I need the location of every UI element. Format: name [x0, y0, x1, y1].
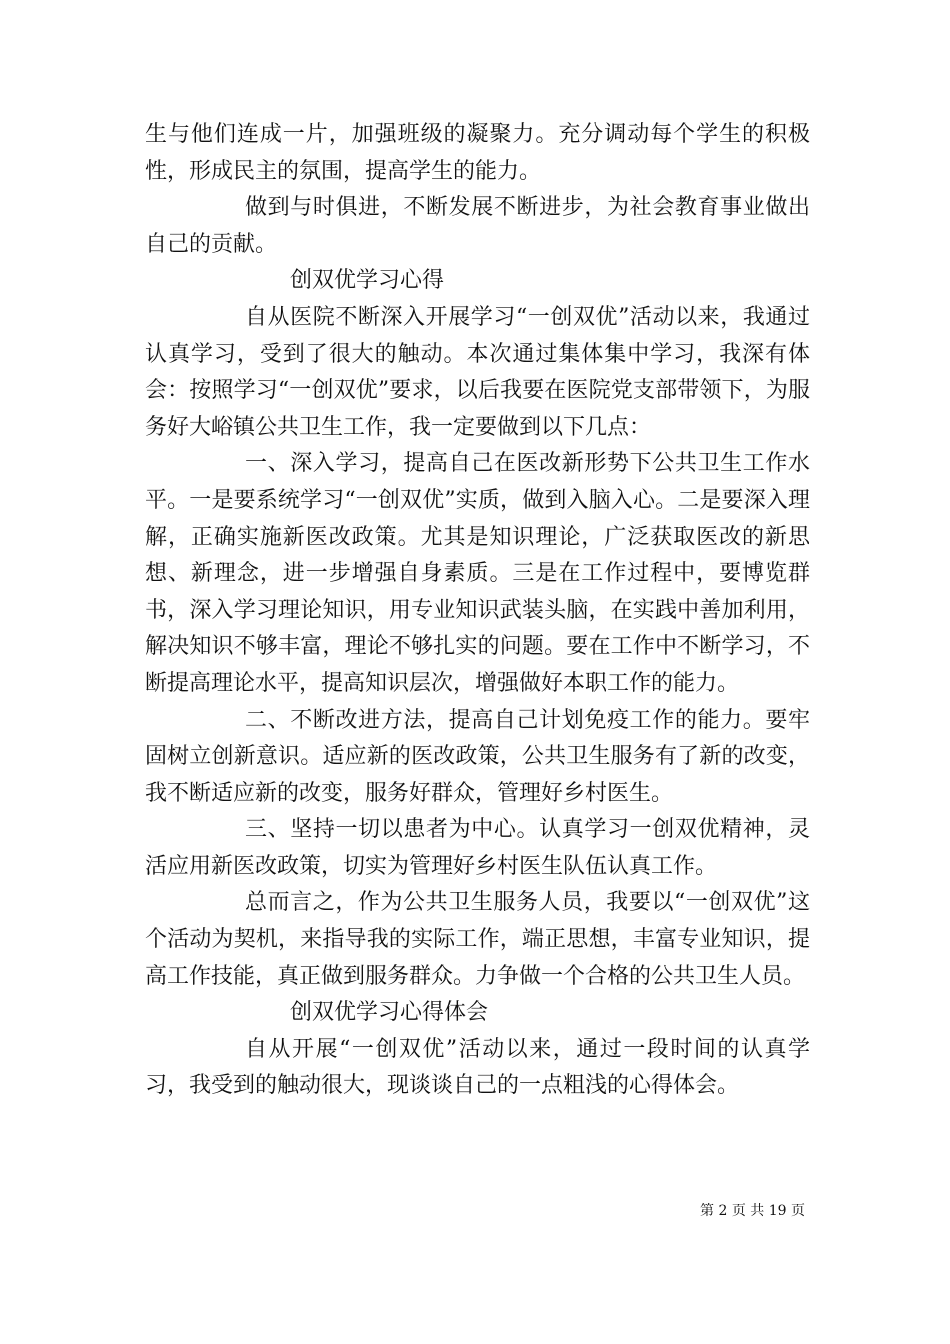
section-heading: 创双优学习心得	[290, 268, 445, 294]
section-heading: 创双优学习心得体会	[290, 1000, 489, 1026]
paragraph: 一、深入学习，提高自己在医改新形势下公共卫生工作水平。一是要系统学习“一创双优”实质，做到入脑入心。二是要深入理解，正确实施新医改政策。尤其是知识理论，广泛获取医改的新思想、新理念，进一步增强自身素质。三是在工作过程中，要博览群书，深入学习理论知识，用专业知识武装头脑，在实践中善加利用，解决知识不够丰富，理论不够扎实的问题。要在工作中不断学习，不断提高理论水平，提高知识层次，增强做好本职工作的能力。	[145, 451, 810, 696]
paragraph: 三、坚持一切以患者为中心。认真学习一创双优精神，灵活应用新医改政策，切实为管理好乡村医生队伍认真工作。	[145, 817, 810, 879]
document-body	[145, 117, 810, 1105]
paragraph: 自从开展“一创双优”活动以来，通过一段时间的认真学习，我受到的触动很大，现谈谈自己的一点粗浅的心得体会。	[145, 1036, 810, 1099]
paragraph: 生与他们连成一片，加强班级的凝聚力。充分调动每个学生的积极性，形成民主的氛围，提高学生的能力。	[145, 122, 810, 184]
paragraph: 做到与时俱进，不断发展不断进步，为社会教育事业做出自己的贡献。	[145, 195, 810, 257]
paragraph: 自从医院不断深入开展学习“一创双优”活动以来，我通过认真学习，受到了很大的触动。本次通过集体集中学习，我深有体会：按照学习“一创双优”要求，以后我要在医院党支部带领下，为服务好大峪镇公共卫生工作，我一定要做到以下几点：	[145, 304, 810, 440]
page-number-footer: 第 2 页 共 19 页	[700, 1203, 805, 1219]
paragraph: 二、不断改进方法，提高自己计划免疫工作的能力。要牢固树立创新意识。适应新的医改政策，公共卫生服务有了新的改变，我不断适应新的改变，服务好群众，管理好乡村医生。	[145, 707, 810, 806]
paragraph: 总而言之，作为公共卫生服务人员，我要以“一创双优”这个活动为契机，来指导我的实际工作，端正思想，丰富专业知识，提高工作技能，真正做到服务群众。力争做一个合格的公共卫生人员。	[145, 890, 810, 989]
